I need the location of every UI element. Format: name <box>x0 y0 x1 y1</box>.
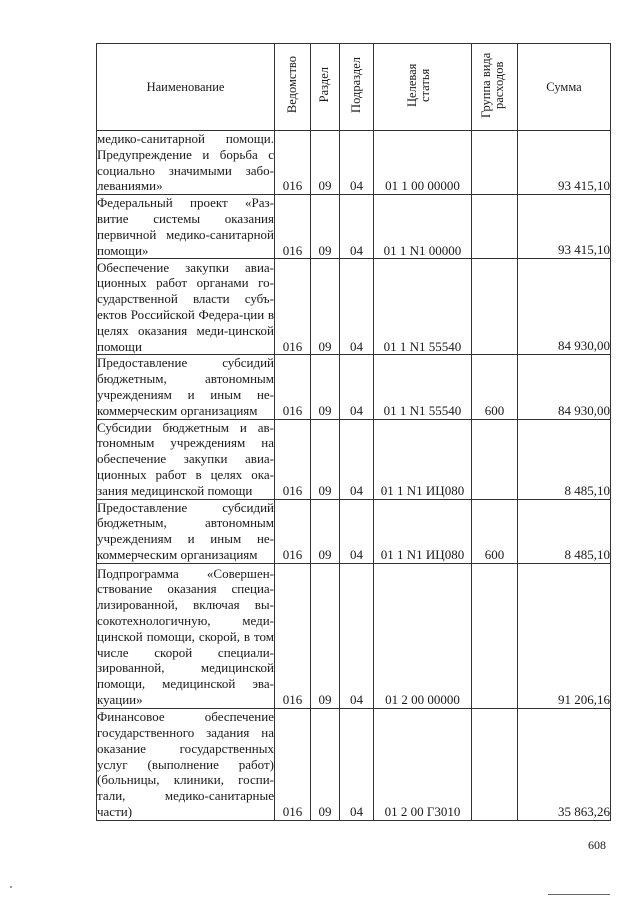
footer-rule <box>548 894 610 895</box>
row-subsection: 04 <box>340 355 374 419</box>
table-header <box>97 44 611 131</box>
row-name: Финансовое обеспечение государственного задания на оказание государственных услуг (выполнение работ) (больницы, клиники, госпи-тали, медико-санитарные части) <box>97 709 274 819</box>
header-dept-text: Ведомство <box>284 56 299 114</box>
header-group <box>472 44 518 131</box>
row-subsection: 04 <box>340 419 374 499</box>
row-dept: 016 <box>275 419 311 499</box>
row-group: 600 <box>472 355 518 419</box>
row-group: 600 <box>472 499 518 563</box>
header-section <box>311 44 340 131</box>
row-section: 09 <box>311 419 340 499</box>
row-dept: 016 <box>275 131 311 195</box>
row-name: Федеральный проект «Раз-витие системы оказания первичной медико-санитарной помощи» <box>97 195 274 258</box>
row-target: 01 1 N1 ИЦ080 <box>374 419 472 499</box>
row-sum: 8 485,10 <box>518 499 611 563</box>
row-subsection: 04 <box>340 563 374 708</box>
table-row <box>97 131 611 195</box>
row-section: 09 <box>311 708 340 820</box>
row-name: Подпрограмма «Совершен-ствование оказания специа-лизированной, включая вы-сокотехнологичную, меди-цинской помощи, скорой, в том числе скорой специали-зированной, медицинской помощи, медицинской эва-куации» <box>97 563 275 708</box>
table-body <box>97 131 611 821</box>
table-row <box>97 563 611 708</box>
row-dept: 016 <box>275 259 311 355</box>
row-group <box>472 195 518 259</box>
row-subsection: 04 <box>340 131 374 195</box>
row-section: 09 <box>311 499 340 563</box>
table-row <box>97 708 611 820</box>
row-section: 09 <box>311 355 340 419</box>
row-name: Субсидии бюджетным и ав-тономным учреждениям на обеспечение закупки авиа-ционных работ в целях ока-зания медицинской помощи <box>97 419 274 498</box>
header-group-text: Группа вида расходов <box>478 52 506 118</box>
row-subsection: 04 <box>340 259 374 355</box>
row-target: 01 1 00 00000 <box>374 131 472 195</box>
header-name <box>97 44 275 131</box>
row-group <box>472 708 518 820</box>
header-sum <box>518 44 611 131</box>
header-sum-text: Сумма <box>546 79 582 94</box>
row-sum: 35 863,26 <box>518 708 611 820</box>
row-target: 01 1 N1 55540 <box>374 355 472 419</box>
row-dept: 016 <box>275 708 311 820</box>
row-subsection: 04 <box>340 499 374 563</box>
row-sum: 93 415,10 <box>518 195 611 259</box>
header-target <box>374 44 472 131</box>
row-target: 01 1 N1 55540 <box>374 259 472 355</box>
header-row <box>97 44 611 131</box>
margin-mark <box>10 886 12 888</box>
row-target: 01 1 N1 ИЦ080 <box>374 499 472 563</box>
row-name: Предоставление субсидий бюджетным, автономным учреждениям и иным не-коммерческим организациям <box>97 499 274 562</box>
row-group <box>472 259 518 355</box>
row-target: 01 2 00 Г3010 <box>374 708 472 820</box>
row-subsection: 04 <box>340 195 374 259</box>
header-section-text: Раздел <box>317 67 332 103</box>
header-target-text: Целевая статья <box>404 63 432 107</box>
row-dept: 016 <box>275 195 311 259</box>
row-dept: 016 <box>275 355 311 419</box>
row-target: 01 2 00 00000 <box>374 563 472 708</box>
header-subsection-text: Подраздел <box>348 57 363 113</box>
row-dept: 016 <box>275 499 311 563</box>
row-group <box>472 563 518 708</box>
row-sum: 93 415,10 <box>518 131 611 195</box>
row-sum: 8 485,10 <box>518 419 611 499</box>
row-section: 09 <box>311 259 340 355</box>
row-name: Обеспечение закупки авиа-ционных работ органами го-сударственной власти субъ-ектов Российской Федера-ции в целях оказания меди-цинской помощи <box>97 259 274 354</box>
table-row <box>97 259 611 355</box>
row-group <box>472 131 518 195</box>
page-number: 608 <box>588 838 606 852</box>
table-row <box>97 355 611 419</box>
row-section: 09 <box>311 195 340 259</box>
table-row <box>97 499 611 563</box>
row-sum: 84 930,00 <box>518 355 611 419</box>
row-sum: 84 930,00 <box>518 259 611 355</box>
row-subsection: 04 <box>340 708 374 820</box>
table-row <box>97 419 611 499</box>
row-name: Предоставление субсидий бюджетным, автономным учреждениям и иным не-коммерческим организациям <box>97 355 274 418</box>
row-group <box>472 419 518 499</box>
header-name-text: Наименование <box>146 79 225 94</box>
row-section: 09 <box>311 563 340 708</box>
row-sum: 91 206,16 <box>518 563 611 708</box>
row-dept: 016 <box>275 563 311 708</box>
header-subsection <box>340 44 374 131</box>
row-section: 09 <box>311 131 340 195</box>
header-dept <box>275 44 311 131</box>
row-target: 01 1 N1 00000 <box>374 195 472 259</box>
table-row <box>97 195 611 259</box>
row-name: медико-санитарной помощи. Предупреждение и борьба с социально значимыми забо-леваниями» <box>97 131 274 194</box>
budget-table <box>96 43 611 821</box>
